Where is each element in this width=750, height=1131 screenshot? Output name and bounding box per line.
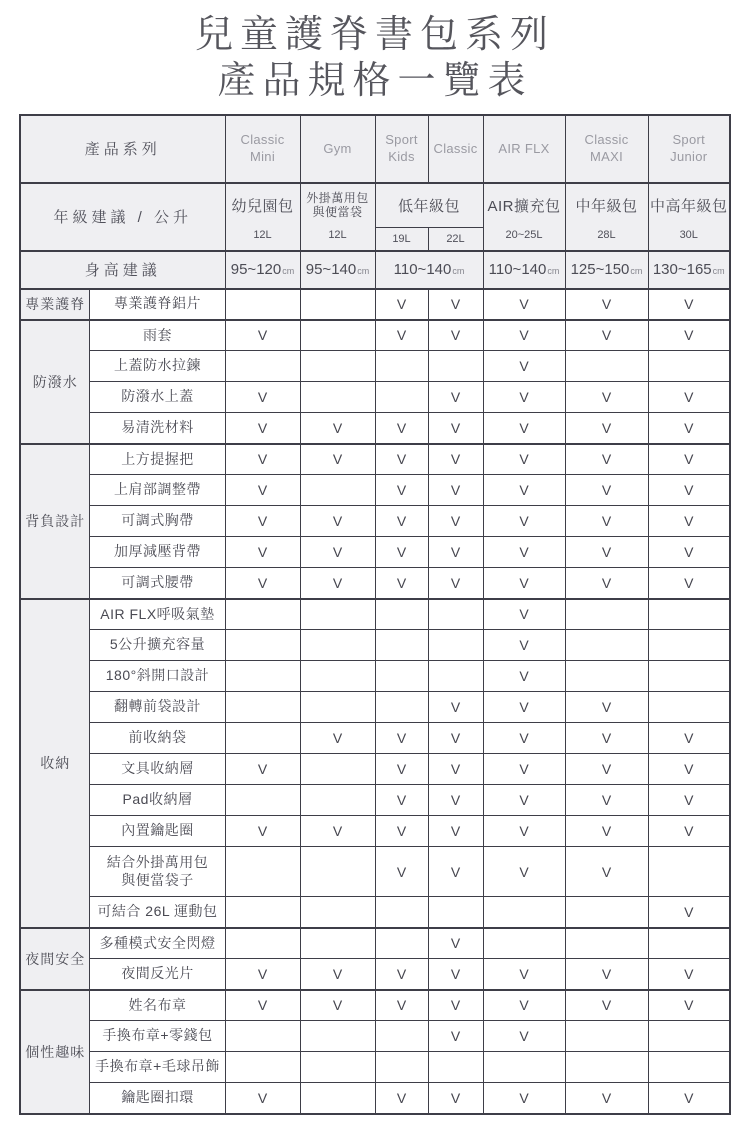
check-mark: V <box>483 630 565 661</box>
category-label: 個性趣味 <box>20 990 90 1114</box>
check-mark: V <box>648 537 730 568</box>
check-mark: V <box>648 475 730 506</box>
check-mark: V <box>428 475 483 506</box>
feature-label: 上蓋防水拉鍊 <box>90 351 225 382</box>
series-name-line: Gym <box>323 140 352 156</box>
empty-cell <box>300 847 375 897</box>
empty-cell <box>375 630 428 661</box>
bag-type-classic-mini <box>225 183 300 251</box>
check-mark: V <box>375 723 428 754</box>
check-mark: V <box>375 785 428 816</box>
category-label: 專業護脊 <box>20 289 90 320</box>
check-mark: V <box>648 320 730 351</box>
check-mark: V <box>648 506 730 537</box>
feature-label: 文具收納層 <box>90 754 225 785</box>
check-mark: V <box>428 444 483 475</box>
check-mark: V <box>565 847 648 897</box>
empty-cell <box>300 382 375 413</box>
table-row <box>20 692 730 723</box>
bag-name: 與便當袋 <box>312 205 363 220</box>
empty-cell <box>565 1021 648 1052</box>
bag-name: AIR擴充包 <box>487 197 561 215</box>
feature-label: 夜間反光片 <box>90 959 225 990</box>
liters-air-flx: 20~25L <box>505 228 543 241</box>
table-row <box>20 475 730 506</box>
table-row <box>20 382 730 413</box>
empty-cell <box>225 723 300 754</box>
feature-label: 可結合 26L 運動包 <box>90 897 225 928</box>
height-classic-maxi: 125~150cm <box>565 251 648 289</box>
series-header-row <box>20 115 730 183</box>
empty-cell <box>565 599 648 630</box>
empty-cell <box>375 1021 428 1052</box>
empty-cell <box>225 661 300 692</box>
check-mark: V <box>483 599 565 630</box>
check-mark: V <box>225 320 300 351</box>
empty-cell <box>648 1052 730 1083</box>
empty-cell <box>648 928 730 959</box>
check-mark: V <box>375 959 428 990</box>
empty-cell <box>225 599 300 630</box>
table-row <box>20 723 730 754</box>
table-row <box>20 506 730 537</box>
empty-cell <box>428 1052 483 1083</box>
empty-cell <box>375 692 428 723</box>
table-row <box>20 785 730 816</box>
series-name-line: Classic <box>240 132 285 148</box>
check-mark: V <box>225 990 300 1021</box>
table-row <box>20 897 730 928</box>
check-mark: V <box>300 444 375 475</box>
check-mark: V <box>375 816 428 847</box>
empty-cell <box>428 599 483 630</box>
check-mark: V <box>483 413 565 444</box>
empty-cell <box>300 599 375 630</box>
empty-cell <box>375 897 428 928</box>
empty-cell <box>225 692 300 723</box>
height-header-label: 身高建議 <box>20 251 225 289</box>
table-row <box>20 754 730 785</box>
empty-cell <box>300 1052 375 1083</box>
height-classic-mini: 95~120cm <box>225 251 300 289</box>
check-mark: V <box>225 568 300 599</box>
empty-cell <box>225 289 300 320</box>
check-mark: V <box>428 723 483 754</box>
check-mark: V <box>300 537 375 568</box>
check-mark: V <box>483 506 565 537</box>
empty-cell <box>300 351 375 382</box>
table-row <box>20 630 730 661</box>
bag-name: 幼兒園包 <box>231 197 294 215</box>
empty-cell <box>375 382 428 413</box>
check-mark: V <box>428 959 483 990</box>
liters-classic-mini: 12L <box>253 228 272 241</box>
check-mark: V <box>225 444 300 475</box>
series-name-line: Kids <box>388 148 415 164</box>
feature-label: AIR FLX呼吸氣墊 <box>90 599 225 630</box>
check-mark: V <box>225 959 300 990</box>
empty-cell <box>428 351 483 382</box>
page-title-line2: 產品規格一覽表 <box>217 60 533 103</box>
check-mark: V <box>648 754 730 785</box>
feature-label: Pad收納層 <box>90 785 225 816</box>
check-mark: V <box>300 816 375 847</box>
check-mark: V <box>428 847 483 897</box>
check-mark: V <box>375 506 428 537</box>
table-row <box>20 959 730 990</box>
check-mark: V <box>648 1083 730 1114</box>
check-mark: V <box>565 1083 648 1114</box>
check-mark: V <box>483 475 565 506</box>
height-header-row <box>20 251 730 289</box>
empty-cell <box>300 1083 375 1114</box>
table-row <box>20 1083 730 1114</box>
empty-cell <box>483 897 565 928</box>
check-mark: V <box>483 444 565 475</box>
check-mark: V <box>483 568 565 599</box>
table-row <box>20 444 730 475</box>
check-mark: V <box>483 1083 565 1114</box>
column-header-gym <box>300 115 375 183</box>
column-header-air-flx <box>483 115 565 183</box>
check-mark: V <box>225 754 300 785</box>
table-row <box>20 847 730 897</box>
bag-type-classic-maxi <box>565 183 648 251</box>
height-sport-junior: 130~165cm <box>648 251 730 289</box>
check-mark: V <box>375 754 428 785</box>
check-mark: V <box>483 847 565 897</box>
bag-type-air-flx <box>483 183 565 251</box>
check-mark: V <box>375 537 428 568</box>
check-mark: V <box>648 990 730 1021</box>
check-mark: V <box>428 537 483 568</box>
empty-cell <box>648 351 730 382</box>
series-name-line: Junior <box>670 148 708 164</box>
empty-cell <box>300 785 375 816</box>
page-title <box>0 12 750 105</box>
check-mark: V <box>483 1021 565 1052</box>
check-mark: V <box>300 506 375 537</box>
category-label: 收納 <box>20 599 90 928</box>
check-mark: V <box>648 897 730 928</box>
check-mark: V <box>428 692 483 723</box>
empty-cell <box>300 475 375 506</box>
check-mark: V <box>483 692 565 723</box>
check-mark: V <box>225 382 300 413</box>
bag-type-low-grade: 低年級包 <box>375 183 483 228</box>
feature-label: 多種模式安全閃燈 <box>90 928 225 959</box>
empty-cell <box>225 897 300 928</box>
liters-sport-junior: 30L <box>679 228 698 241</box>
empty-cell <box>375 661 428 692</box>
check-mark: V <box>375 444 428 475</box>
bag-name: 中高年級包 <box>649 197 728 215</box>
column-header-sport-junior <box>648 115 730 183</box>
feature-label: 鑰匙圈扣環 <box>90 1083 225 1114</box>
empty-cell <box>225 928 300 959</box>
check-mark: V <box>375 413 428 444</box>
check-mark: V <box>225 413 300 444</box>
check-mark: V <box>565 444 648 475</box>
feature-label: 加厚減壓背帶 <box>90 537 225 568</box>
check-mark: V <box>428 568 483 599</box>
check-mark: V <box>483 785 565 816</box>
empty-cell <box>565 630 648 661</box>
empty-cell <box>648 630 730 661</box>
check-mark: V <box>565 754 648 785</box>
series-name-line: AIR FLX <box>498 140 550 156</box>
check-mark: V <box>565 568 648 599</box>
check-mark: V <box>428 785 483 816</box>
check-mark: V <box>648 444 730 475</box>
empty-cell <box>300 692 375 723</box>
check-mark: V <box>300 990 375 1021</box>
table-row <box>20 599 730 630</box>
check-mark: V <box>300 413 375 444</box>
feature-label: 上肩部調整帶 <box>90 475 225 506</box>
empty-cell <box>648 1021 730 1052</box>
bag-type-sport-junior <box>648 183 730 251</box>
feature-label: 易清洗材料 <box>90 413 225 444</box>
feature-label: 翻轉前袋設計 <box>90 692 225 723</box>
check-mark: V <box>565 413 648 444</box>
empty-cell <box>300 1021 375 1052</box>
check-mark: V <box>428 816 483 847</box>
category-label: 防潑水 <box>20 320 90 444</box>
empty-cell <box>225 785 300 816</box>
product-spec-table <box>19 114 731 1115</box>
check-mark: V <box>565 723 648 754</box>
empty-cell <box>483 1052 565 1083</box>
bag-name: 外掛萬用包 <box>306 191 369 206</box>
empty-cell <box>648 847 730 897</box>
empty-cell <box>300 630 375 661</box>
category-label: 夜間安全 <box>20 928 90 990</box>
column-header-sport-kids <box>375 115 428 183</box>
empty-cell <box>225 1052 300 1083</box>
empty-cell <box>375 1052 428 1083</box>
empty-cell <box>483 928 565 959</box>
check-mark: V <box>483 351 565 382</box>
check-mark: V <box>483 990 565 1021</box>
grade-header-row <box>20 183 730 228</box>
empty-cell <box>375 351 428 382</box>
check-mark: V <box>648 785 730 816</box>
liters-gym: 12L <box>328 228 347 241</box>
empty-cell <box>428 630 483 661</box>
table-row <box>20 928 730 959</box>
feature-label: 5公升擴充容量 <box>90 630 225 661</box>
feature-label: 姓名布章 <box>90 990 225 1021</box>
check-mark: V <box>565 785 648 816</box>
empty-cell <box>300 928 375 959</box>
empty-cell <box>300 320 375 351</box>
series-name-line: MAXI <box>590 148 623 164</box>
series-name-line: Classic <box>584 132 629 148</box>
table-row <box>20 537 730 568</box>
check-mark: V <box>483 320 565 351</box>
empty-cell <box>225 351 300 382</box>
liters-classic-maxi: 28L <box>597 228 616 241</box>
table-row <box>20 990 730 1021</box>
check-mark: V <box>483 723 565 754</box>
series-header-label: 產品系列 <box>20 115 225 183</box>
column-header-classic-maxi <box>565 115 648 183</box>
grade-header-label: 年級建議 / 公升 <box>20 183 225 251</box>
check-mark: V <box>428 320 483 351</box>
check-mark: V <box>648 816 730 847</box>
series-name-line: Classic <box>433 140 478 156</box>
empty-cell <box>648 692 730 723</box>
empty-cell <box>375 928 428 959</box>
check-mark: V <box>565 382 648 413</box>
empty-cell <box>565 351 648 382</box>
liters-sport-kids: 19L <box>375 227 428 251</box>
check-mark: V <box>428 1083 483 1114</box>
check-mark: V <box>648 568 730 599</box>
height-low-grade: 110~140cm <box>375 251 483 289</box>
check-mark: V <box>428 990 483 1021</box>
check-mark: V <box>565 692 648 723</box>
check-mark: V <box>648 413 730 444</box>
check-mark: V <box>648 723 730 754</box>
table-row <box>20 816 730 847</box>
empty-cell <box>428 661 483 692</box>
empty-cell <box>565 1052 648 1083</box>
check-mark: V <box>428 289 483 320</box>
table-row <box>20 1052 730 1083</box>
spec-table-body <box>20 289 730 1114</box>
empty-cell <box>375 599 428 630</box>
check-mark: V <box>225 537 300 568</box>
feature-label: 可調式胸帶 <box>90 506 225 537</box>
page-title-line1: 兒童護脊書包系列 <box>194 14 555 56</box>
check-mark: V <box>225 1083 300 1114</box>
check-mark: V <box>565 320 648 351</box>
category-label: 背負設計 <box>20 444 90 599</box>
column-header-classic <box>428 115 483 183</box>
check-mark: V <box>565 990 648 1021</box>
feature-label: 防潑水上蓋 <box>90 382 225 413</box>
check-mark: V <box>428 506 483 537</box>
feature-label: 前收納袋 <box>90 723 225 754</box>
height-gym: 95~140cm <box>300 251 375 289</box>
series-name-line: Sport <box>385 132 418 148</box>
check-mark: V <box>648 289 730 320</box>
empty-cell <box>300 661 375 692</box>
check-mark: V <box>375 1083 428 1114</box>
check-mark: V <box>483 816 565 847</box>
empty-cell <box>648 599 730 630</box>
check-mark: V <box>375 990 428 1021</box>
table-row <box>20 1021 730 1052</box>
check-mark: V <box>300 723 375 754</box>
check-mark: V <box>565 289 648 320</box>
empty-cell <box>565 928 648 959</box>
table-row <box>20 568 730 599</box>
check-mark: V <box>565 537 648 568</box>
check-mark: V <box>225 506 300 537</box>
check-mark: V <box>565 816 648 847</box>
check-mark: V <box>483 661 565 692</box>
height-air-flx: 110~140cm <box>483 251 565 289</box>
feature-label: 內置鑰匙圈 <box>90 816 225 847</box>
table-row <box>20 320 730 351</box>
check-mark: V <box>483 754 565 785</box>
check-mark: V <box>428 382 483 413</box>
liters-classic: 22L <box>428 227 483 251</box>
table-row <box>20 413 730 444</box>
empty-cell <box>565 897 648 928</box>
empty-cell <box>225 847 300 897</box>
check-mark: V <box>375 320 428 351</box>
feature-label: 結合外掛萬用包 與便當袋子 <box>90 847 225 897</box>
check-mark: V <box>300 959 375 990</box>
feature-label: 手換布章+毛球吊飾 <box>90 1052 225 1083</box>
check-mark: V <box>648 959 730 990</box>
check-mark: V <box>428 754 483 785</box>
series-name-line: Sport <box>672 132 706 148</box>
check-mark: V <box>225 816 300 847</box>
feature-label: 雨套 <box>90 320 225 351</box>
table-header <box>20 115 730 289</box>
check-mark: V <box>225 475 300 506</box>
check-mark: V <box>483 959 565 990</box>
check-mark: V <box>428 928 483 959</box>
check-mark: V <box>565 475 648 506</box>
empty-cell <box>225 1021 300 1052</box>
feature-label: 上方提握把 <box>90 444 225 475</box>
feature-label: 可調式腰帶 <box>90 568 225 599</box>
check-mark: V <box>375 289 428 320</box>
check-mark: V <box>483 537 565 568</box>
check-mark: V <box>428 413 483 444</box>
table-row <box>20 289 730 320</box>
column-header-classic-mini <box>225 115 300 183</box>
check-mark: V <box>565 506 648 537</box>
check-mark: V <box>483 289 565 320</box>
check-mark: V <box>375 475 428 506</box>
feature-label: 專業護脊鋁片 <box>90 289 225 320</box>
series-name-line: Mini <box>249 148 276 164</box>
feature-label: 180°斜開口設計 <box>90 661 225 692</box>
empty-cell <box>300 289 375 320</box>
check-mark: V <box>375 568 428 599</box>
check-mark: V <box>428 1021 483 1052</box>
table-row <box>20 351 730 382</box>
check-mark: V <box>648 382 730 413</box>
empty-cell <box>648 661 730 692</box>
empty-cell <box>300 897 375 928</box>
table-row <box>20 661 730 692</box>
check-mark: V <box>483 382 565 413</box>
empty-cell <box>565 661 648 692</box>
empty-cell <box>225 630 300 661</box>
bag-type-gym <box>300 183 375 251</box>
bag-name: 中年級包 <box>575 197 638 215</box>
feature-label: 手換布章+零錢包 <box>90 1021 225 1052</box>
check-mark: V <box>300 568 375 599</box>
check-mark: V <box>565 959 648 990</box>
check-mark: V <box>375 847 428 897</box>
empty-cell <box>428 897 483 928</box>
empty-cell <box>300 754 375 785</box>
